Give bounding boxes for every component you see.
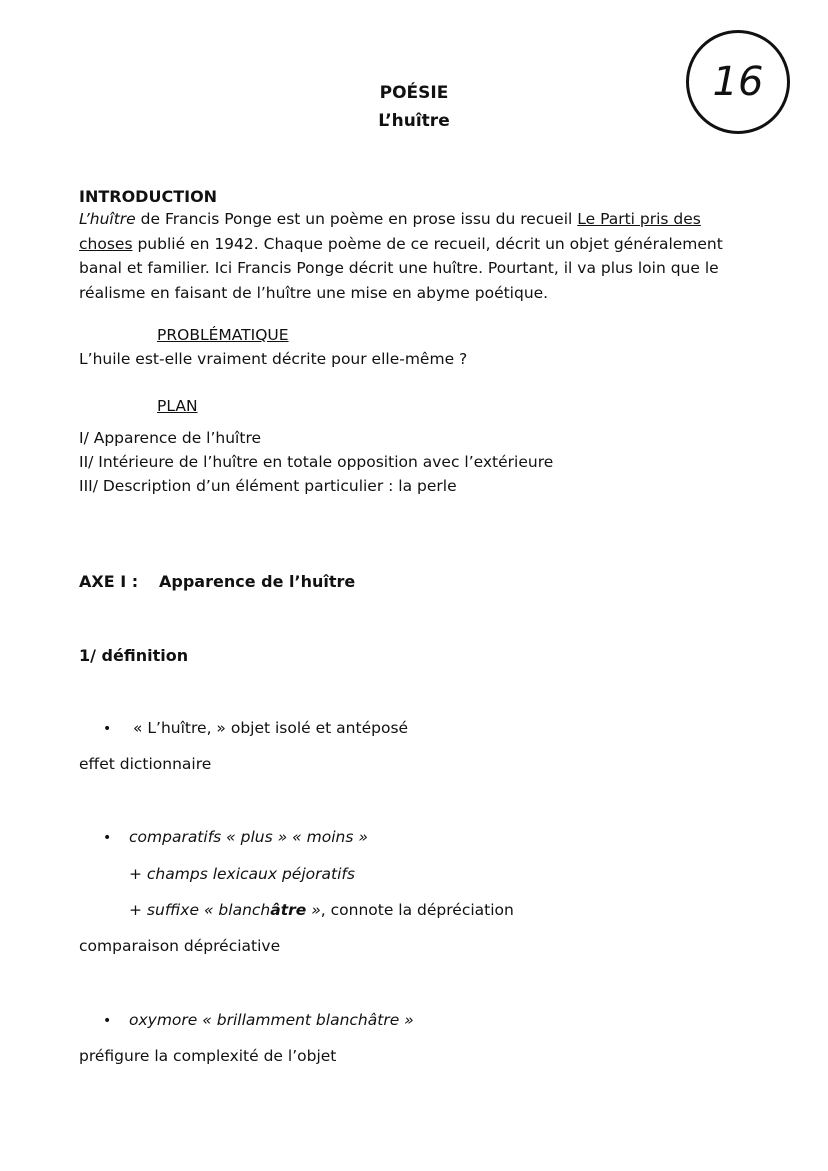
bullet-icon: • (103, 1013, 112, 1029)
intro-text-2: publié en 1942. Chaque poème de ce recueil, décrit un objet généralement banal et familier. Ici Francis Ponge décrit une huître. Pourtant, il va plus loin que le réalisme en faisant de l’huître une mise en abyme poétique. (79, 234, 723, 302)
plan-item-1: I/ Apparence de l’huître (79, 429, 262, 447)
bullet-icon: • (103, 830, 112, 846)
plan-item-3: III/ Description d’un élément particulier : la perle (79, 477, 457, 495)
bullet-1-text: « L’huître, » objet isolé et antéposé (133, 719, 409, 737)
plan-heading: PLAN (157, 397, 198, 415)
suffix-text-c: » (306, 901, 321, 919)
suffix-bold: âtre (270, 901, 307, 919)
problematique-heading: PROBLÉMATIQUE (157, 326, 289, 344)
introduction-paragraph (79, 207, 739, 305)
introduction-heading: INTRODUCTION (79, 187, 218, 206)
bullet-1-note: effet dictionnaire (79, 755, 212, 773)
suffix-text-d: , connote la dépréciation (320, 901, 514, 919)
page-title: POÉSIE (379, 83, 449, 103)
bullet-2-sub-1: + champs lexicaux péjoratifs (129, 865, 355, 883)
book-title: Le Parti pris des choses (79, 210, 701, 253)
bullet-icon: • (103, 721, 112, 737)
suffix-text-a: + suffixe « blanch (129, 901, 271, 919)
page-subtitle: L’huître (378, 111, 450, 131)
intro-text-1: de Francis Ponge est un poème en prose issu du recueil (135, 210, 578, 228)
poem-title: L’huître (79, 210, 136, 228)
bullet-2-sub-2 (129, 901, 514, 919)
plan-item-2: II/ Intérieure de l’huître en totale opposition avec l’extérieure (79, 453, 554, 471)
bullet-3-text: oxymore « brillamment blanchâtre » (129, 1011, 414, 1029)
axe-title: Apparence de l’huître (159, 572, 356, 591)
problematique-question: L’huile est-elle vraiment décrite pour elle-même ? (79, 350, 468, 368)
section-title: 1/ définition (79, 646, 189, 665)
bullet-2-text: comparatifs « plus » « moins » (129, 828, 368, 846)
bullet-2-note: comparaison dépréciative (79, 937, 281, 955)
page-number-badge: 16 (686, 30, 790, 134)
axe-label: AXE I : (79, 572, 139, 591)
bullet-3-note: préfigure la complexité de l’objet (79, 1047, 337, 1065)
